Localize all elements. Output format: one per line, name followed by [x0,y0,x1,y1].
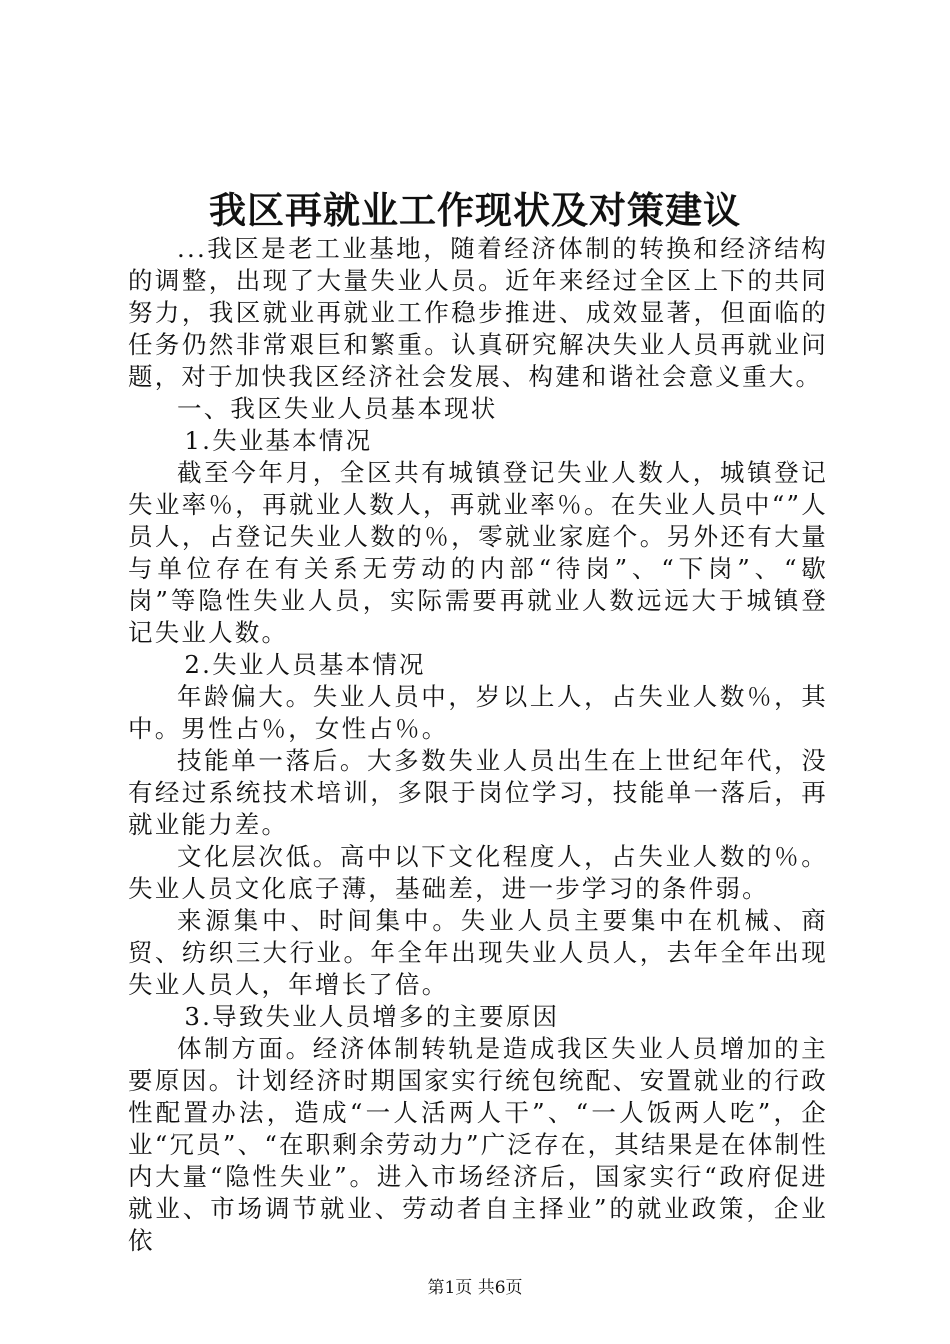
intro-paragraph: ...我区是老工业基地，随着经济体制的转换和经济结构的调整，出现了大量失业人员。近年来经过全区上下的共同努力，我区就业再就业工作稳步推进、成效显著，但面临的任务仍然非常艰巨和繁重。认真研究解决失业人员再就业问题，对于加快我区经济社会发展、构建和谐社会意义重大。 [128,234,828,391]
body-paragraph: 来源集中、时间集中。失业人员主要集中在机械、商贸、纺织三大行业。年全年出现失业人员人，去年全年出现失业人员人，年增长了倍。 [128,906,828,999]
body-paragraph: 技能单一落后。大多数失业人员出生在上世纪年代，没有经过系统技术培训，多限于岗位学习，技能单一落后，再就业能力差。 [128,746,828,839]
subsection-heading-2: 2.失业人员基本情况 [184,650,426,679]
page-footer: 第1页 共6页 [427,1278,523,1298]
section-heading-1: 一、我区失业人员基本现状 [177,394,498,423]
body-paragraph: 截至今年月，全区共有城镇登记失业人数人，城镇登记失业率％，再就业人数人，再就业率％。在失业人员中“”人员人，占登记失业人数的％，零就业家庭个。另外还有大量与单位存在有关系无劳动的内部“待岗”、“下岗”、“歇岗”等隐性失业人员，实际需要再就业人数远远大于城镇登记失业人数。 [128,458,828,647]
subsection-heading-1: 1.失业基本情况 [184,426,373,455]
body-paragraph: 年龄偏大。失业人员中，岁以上人，占失业人数％，其中。男性占％，女性占％。 [128,682,828,743]
body-paragraph: 文化层次低。高中以下文化程度人，占失业人数的％。失业人员文化底子薄，基础差，进一步学习的条件弱。 [128,842,828,903]
document-body [128,233,828,1257]
subsection-heading-3: 3.导致失业人员增多的主要原因 [184,1002,560,1031]
body-paragraph: 体制方面。经济体制转轨是造成我区失业人员增加的主要原因。计划经济时期国家实行统包统配、安置就业的行政性配置办法，造成“一人活两人干”、“一人饭两人吃”，企业“冗员”、“在职剩余劳动力”广泛存在，其结果是在体制性内大量“隐性失业”。进入市场经济后，国家实行“政府促进就业、市场调节就业、劳动者自主择业”的就业政策，企业依 [128,1034,828,1255]
document-title: 我区再就业工作现状及对策建议 [209,188,741,232]
